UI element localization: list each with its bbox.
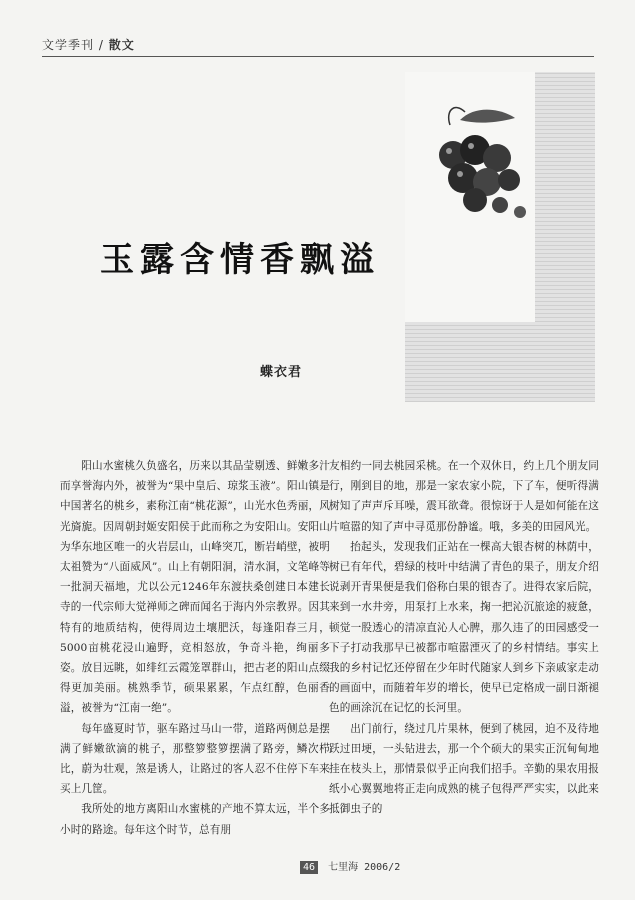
text-column-right <box>329 456 599 820</box>
article-title: 玉露含情香飘溢 <box>100 240 380 280</box>
paragraph: 我所处的地方离阳山水蜜桃的产地不算太远，半个多小时的路途。每年这个时节，总有朋 <box>60 803 330 836</box>
paragraph: 每年盛夏时节，驱车路过马山一带，道路两侧总是摆满了鲜嫩欲滴的桃子，那整箩整箩摆满了路旁，鳞次栉比，蔚为壮观，煞是诱人，让路过的客人忍不住停下车来买上几筐。 <box>60 722 330 796</box>
text-column-left <box>60 456 330 840</box>
page-header <box>42 36 135 53</box>
paragraph: 友相约一同去桃园采桃。在一个双休日，约上几个朋友同行，刚到目的地，那是一家农家小院，下了车，便听得满树知了声声斥耳噪，震耳欲聋。很惊讶于人是如何能在这片喧嚣的知了声中寻觅那份静谧。哦，多美的田园风光。 <box>329 460 599 533</box>
paragraph: 抬起头，发现我们正站在一棵高大银杏树的林荫中，树已有年代，碧绿的枝叶中结满了青色的果子，朋友介绍说剥开青果便是我们俗称白果的银杏了。进得农家后院，来到一水井旁，用泵打上水来，掬一把沁沉旅途的疲惫，顿觉一股透心的清凉直沁人心脾，那久违了的田园感受一下子打动我那早已被都市喧嚣湮灭了的乡村情结。事实上我的乡村记忆还停留在少年时代随家人到乡下亲戚家走动的画面中，而随着年岁的增长，使早已定格成一副日渐褪色的画涂沉在记忆的长河里。 <box>329 540 599 715</box>
page-footer <box>300 858 400 874</box>
magazine-issue: 七里海 2006/2 <box>328 862 401 873</box>
paragraph: 阳山水蜜桃久负盛名，历来以其品莹剔透、鲜嫩多汁而享誉海内外，被誉为“果中皇后、琼浆玉液”。阳山镇是中国著名的桃乡，素称江南“桃花源”，山光水色秀丽，风光旖旎。因周朝封姬安阳侯于此而称之为安阳山。安阳山为华东地区唯一的火岩层山，山峰突兀，断岩峭壁，被明太祖赞为“八面威风”。山上有朝阳洞，清水洞，文笔峰等一批洞天福地，尤以公元1246年东渡扶桑创建日本建长寺的一代宗师大觉禅师之碑而闻名于海内外宗教界。因其特有的地质结构，使得周边土壤肥沃，每逢阳春三月，5000亩桃花浸山遍野，竞相怒放，争奇斗艳，绚丽多姿。放目远眺，如绯红云霞笼罩群山，把古老的阳山点缀得更加美丽。桃熟季节，硕果累累，乍点红醇，色丽香溢，被誉为“江南一绝”。 <box>60 460 330 715</box>
author-name: 蝶衣君 <box>260 365 303 380</box>
header-rule <box>42 56 594 57</box>
page-number: 46 <box>300 861 318 874</box>
section-label: 散文 <box>108 38 135 52</box>
paragraph: 出门前行，绕过几片果林，便到了桃园，迫不及待地跃过田埂，一头钻进去，那一个个硕大的果实正沉甸甸地挂在枝头上，那情景似乎正向我们招手。辛勤的果农用报纸小心翼翼地将正走向成熟的桃子包得严严实实，以此来抵御虫子的 <box>329 722 599 816</box>
magazine-name: 文学季刊 / <box>42 38 104 52</box>
fruit-illustration-icon <box>405 100 535 230</box>
